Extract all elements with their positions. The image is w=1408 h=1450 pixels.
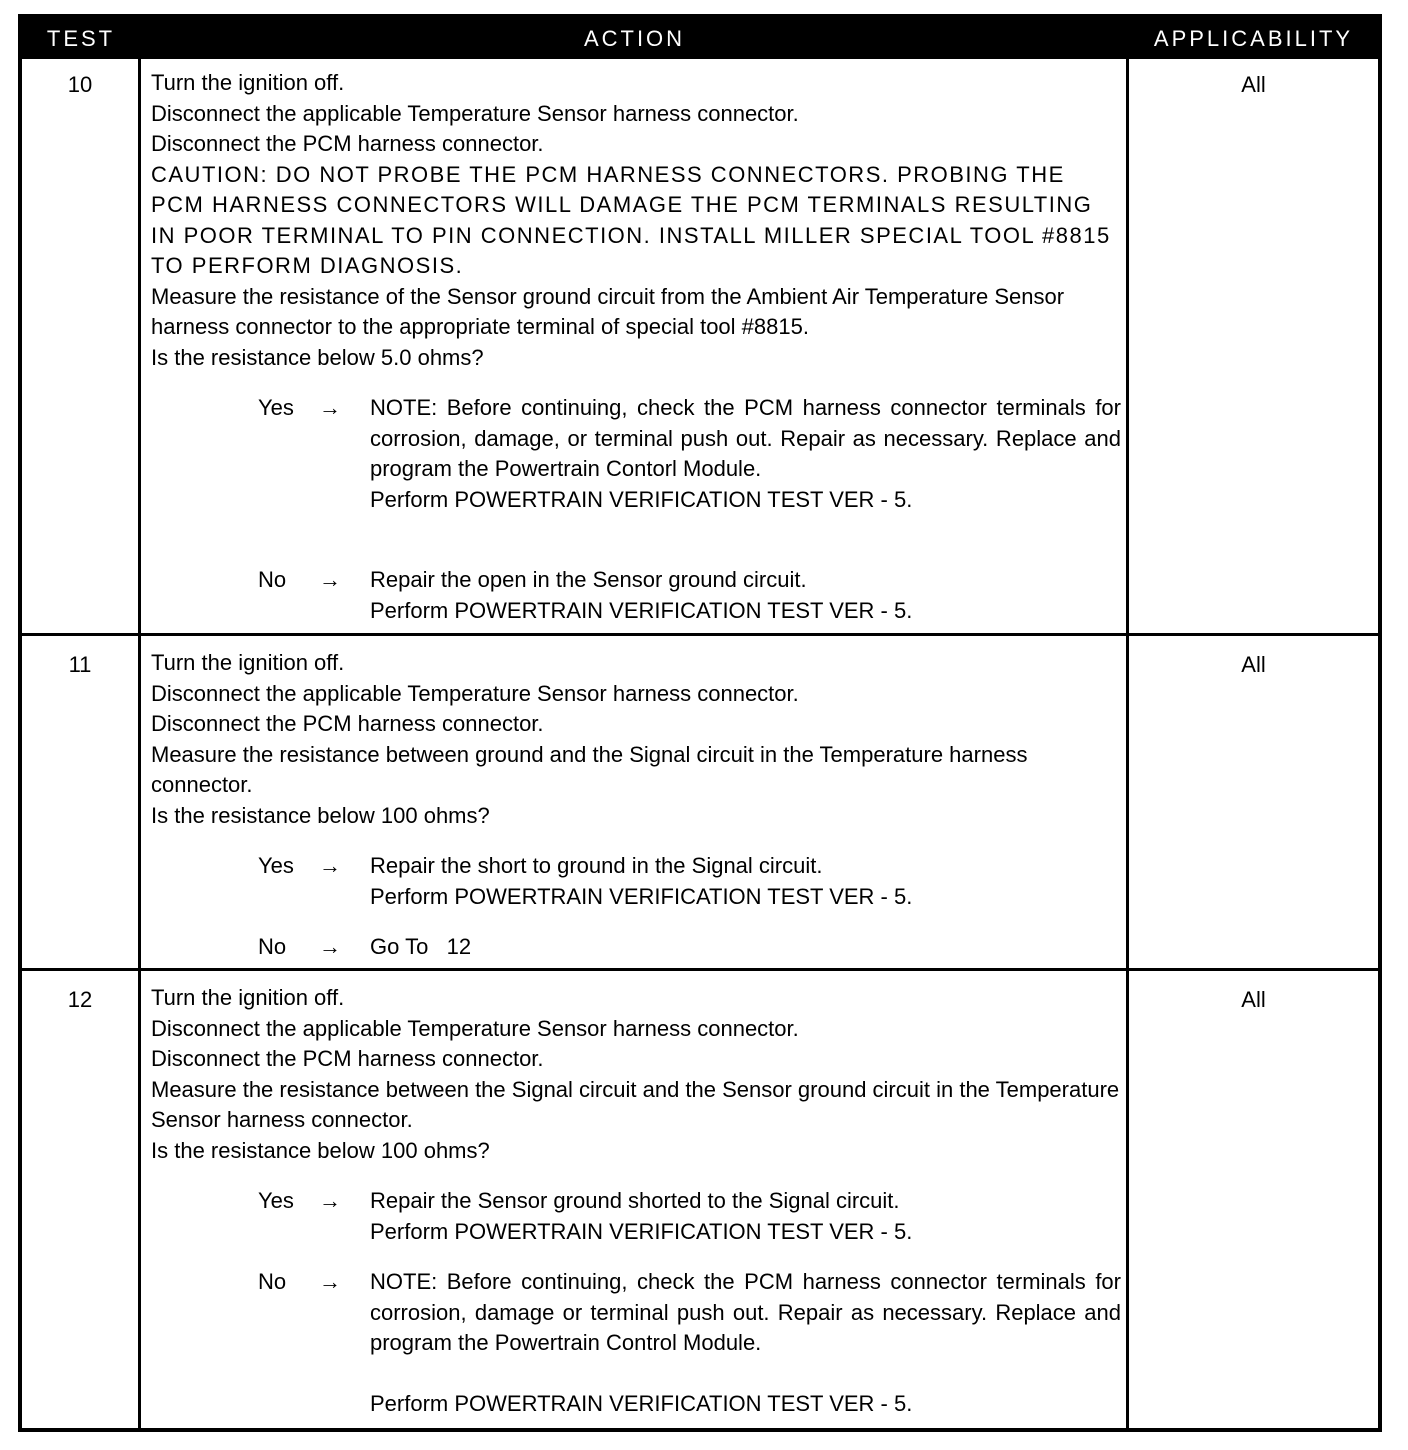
- header-applicability: APPLICABILITY: [1153, 26, 1354, 51]
- no-text: NOTE: Before continuing, check the PCM harness connector terminals for corrosion, damage or terminal push out. Repair as necessary. Replace and program the Powertrain Control Module.: [370, 1269, 1121, 1355]
- yes-label: Yes: [258, 1188, 294, 1213]
- yes-label: Yes: [258, 853, 294, 878]
- measure-text: Measure the resistance between the Signal circuit and the Sensor ground circuit in the Temperature Sensor harness connector.: [151, 1076, 1120, 1132]
- caution-text: CAUTION: DO NOT PROBE THE PCM HARNESS CONNECTORS. PROBING THE PCM HARNESS CONNECTORS WILL DAMAGE THE PCM TERMINALS RESULTING IN POOR TERMINAL TO PIN CONNECTION. INSTALL MILLER SPECIAL TOOL #8815 TO PERFORM DIAGNOSIS.: [151, 161, 1111, 278]
- action-step: Disconnect the PCM harness connector.: [151, 131, 544, 156]
- yes-text: Repair the Sensor ground shorted to the Signal circuit.: [370, 1188, 900, 1213]
- header-action: ACTION: [583, 26, 686, 51]
- no-branch: [151, 1267, 1121, 1419]
- yes-label: Yes: [258, 395, 294, 420]
- test-number-11: 11: [68, 652, 92, 677]
- diagnostic-table: [18, 14, 1382, 1432]
- no-label: No: [258, 567, 287, 592]
- yes-text: NOTE: Before continuing, check the PCM harness connector terminals for corrosion, damage, or terminal push out. Repair as necessary. Replace and program the Powertrain Contorl Module.: [370, 395, 1121, 481]
- test-number-10: 10: [67, 72, 93, 97]
- header-test: TEST: [46, 26, 116, 51]
- applicability-12: All: [1241, 987, 1266, 1012]
- perform-text: Perform POWERTRAIN VERIFICATION TEST VER - 5.: [370, 1218, 913, 1244]
- column-divider-test: [138, 59, 141, 1428]
- perform-text: Perform POWERTRAIN VERIFICATION TEST VER - 5.: [370, 1390, 913, 1416]
- action-step: Disconnect the applicable Temperature Sensor harness connector.: [151, 680, 799, 706]
- action-step: Disconnect the applicable Temperature Sensor harness connector.: [151, 1015, 799, 1041]
- question-text: Is the resistance below 100 ohms?: [151, 1137, 490, 1163]
- row-divider: [22, 968, 1378, 971]
- no-text: Go To 12: [370, 934, 472, 959]
- action-step: Turn the ignition off.: [151, 650, 345, 675]
- perform-text: Perform POWERTRAIN VERIFICATION TEST VER - 5.: [370, 486, 913, 512]
- applicability-11: All: [1241, 652, 1266, 677]
- action-step: Turn the ignition off.: [151, 985, 345, 1010]
- action-step: Disconnect the applicable Temperature Sensor harness connector.: [151, 100, 799, 126]
- arrow-icon: →: [319, 1188, 341, 1213]
- action-row-12: [151, 983, 1121, 1419]
- action-row-10: [151, 68, 1121, 626]
- action-step: Disconnect the PCM harness connector.: [151, 711, 544, 736]
- perform-text: Perform POWERTRAIN VERIFICATION TEST VER - 5.: [370, 597, 913, 623]
- no-label: No: [258, 934, 287, 959]
- no-branch: [151, 932, 1121, 963]
- action-row-11: [151, 648, 1121, 963]
- table-header: [22, 18, 1378, 59]
- measure-text: Measure the resistance between ground and the Signal circuit in the Temperature harness connector.: [151, 741, 1028, 797]
- action-step: Turn the ignition off.: [151, 70, 345, 95]
- arrow-icon: →: [319, 934, 341, 959]
- no-text: Repair the open in the Sensor ground circuit.: [370, 567, 807, 592]
- yes-text: Repair the short to ground in the Signal circuit.: [370, 853, 823, 878]
- row-divider: [22, 633, 1378, 636]
- yes-branch: [151, 1186, 1121, 1247]
- yes-branch: [151, 393, 1121, 515]
- arrow-icon: →: [319, 853, 341, 878]
- perform-text: Perform POWERTRAIN VERIFICATION TEST VER - 5.: [370, 883, 913, 909]
- arrow-icon: →: [319, 395, 341, 420]
- arrow-icon: →: [319, 1269, 341, 1294]
- measure-text: Measure the resistance of the Sensor ground circuit from the Ambient Air Temperature Sensor harness connector to the appropriate terminal of special tool #8815.: [151, 283, 1065, 339]
- question-text: Is the resistance below 100 ohms?: [151, 802, 490, 828]
- yes-branch: [151, 851, 1121, 912]
- arrow-icon: →: [319, 567, 341, 592]
- no-branch: [151, 565, 1121, 626]
- no-label: No: [258, 1269, 287, 1294]
- column-divider-applicability: [1126, 59, 1129, 1428]
- applicability-10: All: [1241, 72, 1266, 97]
- action-step: Disconnect the PCM harness connector.: [151, 1046, 544, 1071]
- test-number-12: 12: [67, 987, 93, 1012]
- question-text: Is the resistance below 5.0 ohms?: [151, 344, 484, 370]
